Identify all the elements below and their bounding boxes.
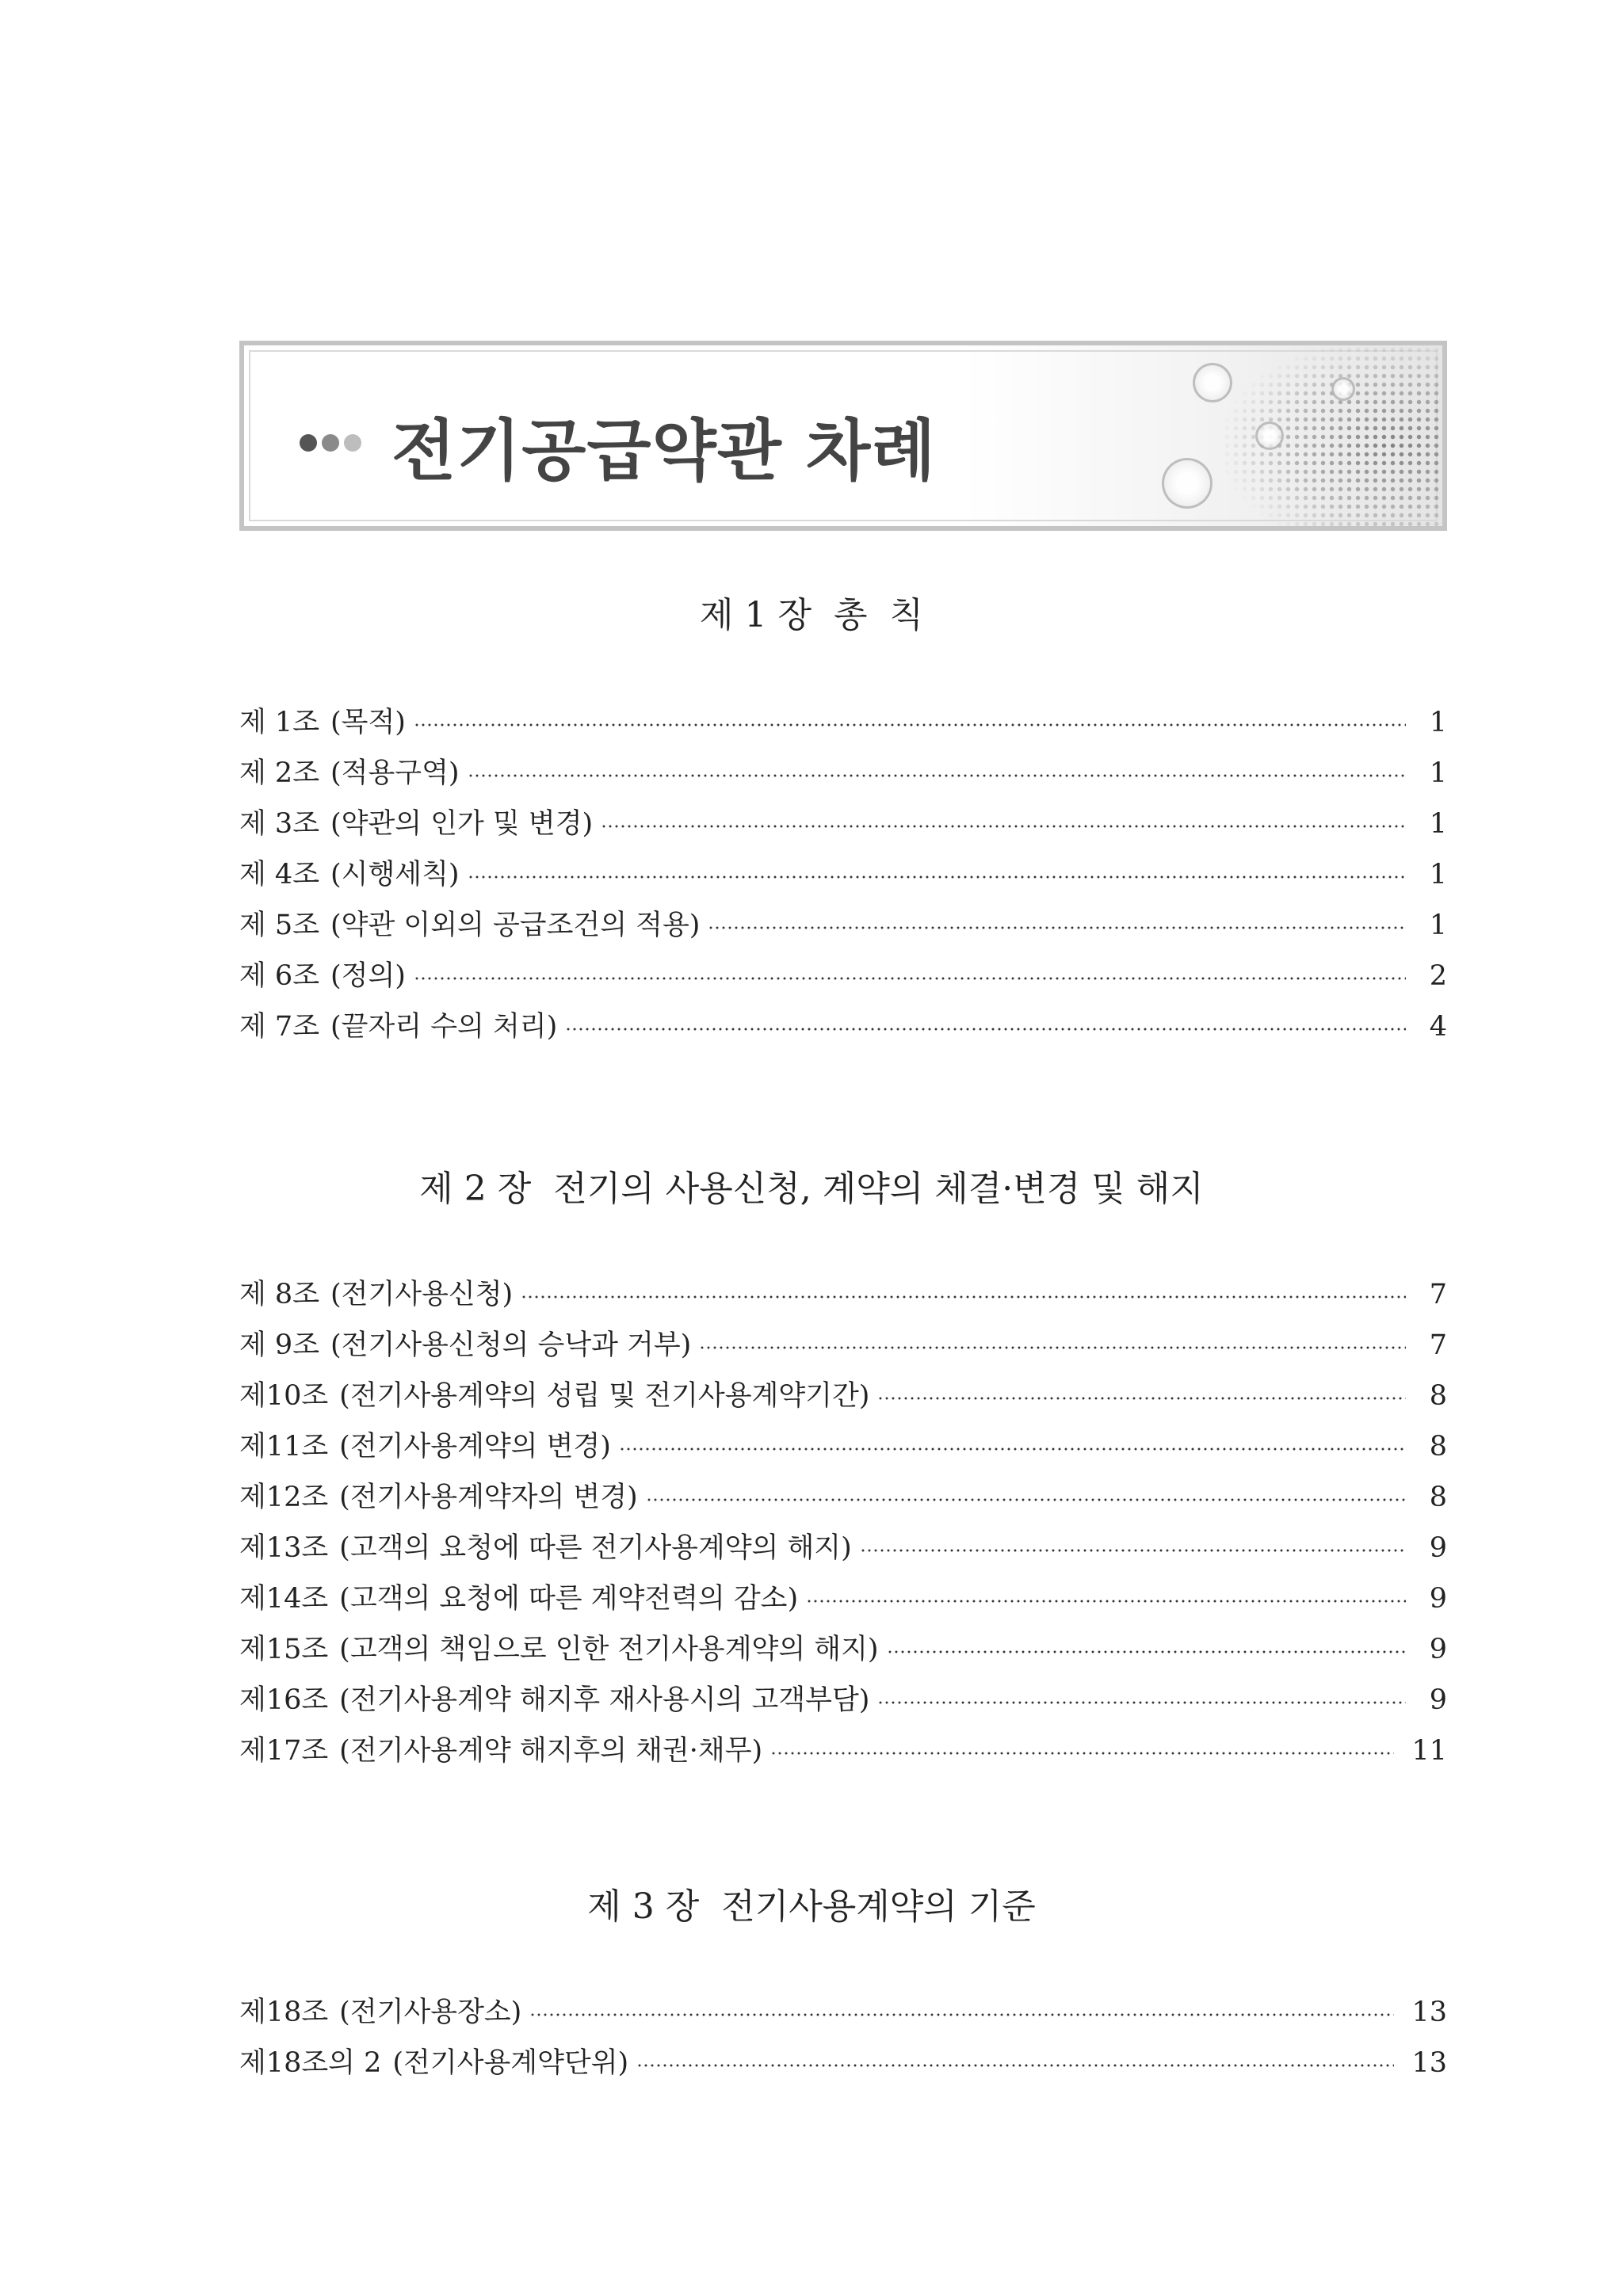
page-number: 13 [1411, 2047, 1447, 2079]
dot-leader [468, 875, 1406, 879]
toc-entry[interactable] [239, 802, 1447, 843]
article-number: 제 1조 [239, 707, 320, 738]
article-number: 제 7조 [239, 1011, 320, 1043]
dot-leader [619, 1447, 1406, 1451]
page-number: 1 [1429, 859, 1447, 891]
article-number: 제 4조 [239, 859, 320, 891]
toc-entry[interactable] [239, 1526, 1447, 1567]
toc-entry[interactable] [239, 1425, 1447, 1466]
toc-entry[interactable] [239, 1475, 1447, 1516]
bubble-decoration [1193, 363, 1232, 402]
article-title: (전기사용신청의 승낙과 거부) [330, 1329, 692, 1361]
article-title: (전기사용장소) [339, 1997, 522, 2028]
article-title: (적용구역) [330, 757, 460, 789]
toc-entry[interactable] [239, 1005, 1447, 1046]
article-number: 제 8조 [239, 1279, 320, 1310]
dot-leader [414, 977, 1406, 980]
page-number: 1 [1429, 808, 1447, 840]
chapter-heading-2: 제 2 장 전기의 사용신청, 계약의 체결·변경 및 해지 [419, 1169, 1204, 1209]
page-number: 9 [1429, 1634, 1447, 1665]
toc-entry[interactable] [239, 1678, 1447, 1719]
dot-icon [322, 434, 339, 452]
article-title: (약관 이외의 공급조건의 적용) [330, 910, 701, 941]
article-number: 제16조 [239, 1684, 329, 1716]
page-number: 2 [1429, 960, 1447, 992]
article-number: 제 9조 [239, 1329, 320, 1361]
toc-entry[interactable] [239, 1577, 1447, 1618]
bubble-decoration [1331, 377, 1355, 401]
dot-leader [860, 1549, 1406, 1552]
toc-entry[interactable] [239, 2041, 1447, 2082]
dot-leader [887, 1650, 1406, 1653]
article-title: (약관의 인가 및 변경) [330, 808, 594, 840]
page-number: 8 [1429, 1482, 1447, 1513]
toc-entry[interactable] [239, 751, 1447, 792]
dot-leader [529, 2013, 1394, 2016]
toc-entry[interactable] [239, 1990, 1447, 2031]
toc-entry[interactable] [239, 1323, 1447, 1364]
article-title: (전기사용계약자의 변경) [339, 1482, 638, 1513]
dot-leader [806, 1600, 1406, 1603]
bubble-decoration [1162, 458, 1212, 509]
article-title: (전기사용계약의 변경) [339, 1431, 611, 1463]
page-number: 4 [1429, 1011, 1447, 1043]
page-number: 9 [1429, 1532, 1447, 1564]
article-number: 제11조 [239, 1431, 329, 1463]
dot-leader [708, 926, 1406, 929]
article-number: 제10조 [239, 1380, 329, 1412]
toc-entry[interactable] [239, 1272, 1447, 1314]
article-title: (고객의 요청에 따른 전기사용계약의 해지) [339, 1532, 852, 1564]
article-number: 제17조 [239, 1735, 329, 1767]
chapter-heading-3: 제 3 장 전기사용계약의 기준 [587, 1886, 1036, 1927]
article-number: 제18조 [239, 1997, 329, 2028]
dot-leader [646, 1498, 1406, 1501]
chapter-heading-1: 제 1 장 총 칙 [700, 595, 923, 635]
toc-entry[interactable] [239, 1374, 1447, 1415]
dot-leader [468, 774, 1406, 777]
dot-icon [344, 434, 361, 452]
article-number: 제13조 [239, 1532, 329, 1564]
dot-leader [770, 1752, 1394, 1755]
page-number: 7 [1429, 1329, 1447, 1361]
page-title: 전기공급약관 차례 [391, 412, 937, 490]
toc-entry[interactable] [239, 903, 1447, 944]
article-title: (고객의 요청에 따른 계약전력의 감소) [339, 1583, 799, 1615]
article-title: (시행세칙) [330, 859, 460, 891]
article-number: 제 2조 [239, 757, 320, 789]
page-number: 8 [1429, 1380, 1447, 1412]
article-number: 제14조 [239, 1583, 329, 1615]
article-title: (전기사용신청) [330, 1279, 514, 1310]
article-number: 제 5조 [239, 910, 320, 941]
article-number: 제15조 [239, 1634, 329, 1665]
article-title: (전기사용계약의 성립 및 전기사용계약기간) [339, 1380, 870, 1412]
toc-title-banner [239, 341, 1447, 531]
dot-leader [636, 2064, 1394, 2067]
article-title: (정의) [330, 960, 406, 992]
article-number: 제 3조 [239, 808, 320, 840]
page-number: 13 [1411, 1997, 1447, 2028]
dot-leader [565, 1028, 1406, 1031]
dot-leader [877, 1701, 1406, 1704]
dot-leader [699, 1346, 1406, 1349]
bubble-decoration [1255, 421, 1284, 450]
toc-entry[interactable] [239, 1627, 1447, 1669]
dot-leader [521, 1295, 1406, 1299]
toc-entry[interactable] [239, 700, 1447, 742]
article-number: 제 6조 [239, 960, 320, 992]
article-title: (끝자리 수의 처리) [330, 1011, 558, 1043]
page-number: 9 [1429, 1583, 1447, 1615]
page-number: 1 [1429, 707, 1447, 738]
article-title: (전기사용계약 해지후 재사용시의 고객부담) [339, 1684, 870, 1716]
article-title: (목적) [330, 707, 406, 738]
toc-entry[interactable] [239, 852, 1447, 894]
page-number: 1 [1429, 757, 1447, 789]
dot-icon [300, 434, 317, 452]
page-number: 1 [1429, 910, 1447, 941]
dot-leader [414, 723, 1406, 727]
page-number: 11 [1411, 1735, 1447, 1767]
article-number: 제18조의 2 [239, 2047, 382, 2079]
page-number: 9 [1429, 1684, 1447, 1716]
page-number: 8 [1429, 1431, 1447, 1463]
toc-entry[interactable] [239, 954, 1447, 995]
article-title: (전기사용계약 해지후의 채권·채무) [339, 1735, 763, 1767]
article-title: (고객의 책임으로 인한 전기사용계약의 해지) [339, 1634, 879, 1665]
dot-leader [601, 825, 1406, 828]
article-number: 제12조 [239, 1482, 329, 1513]
dot-leader [877, 1397, 1406, 1400]
page-number: 7 [1429, 1279, 1447, 1310]
article-title: (전기사용계약단위) [392, 2047, 629, 2079]
toc-entry[interactable] [239, 1729, 1447, 1770]
